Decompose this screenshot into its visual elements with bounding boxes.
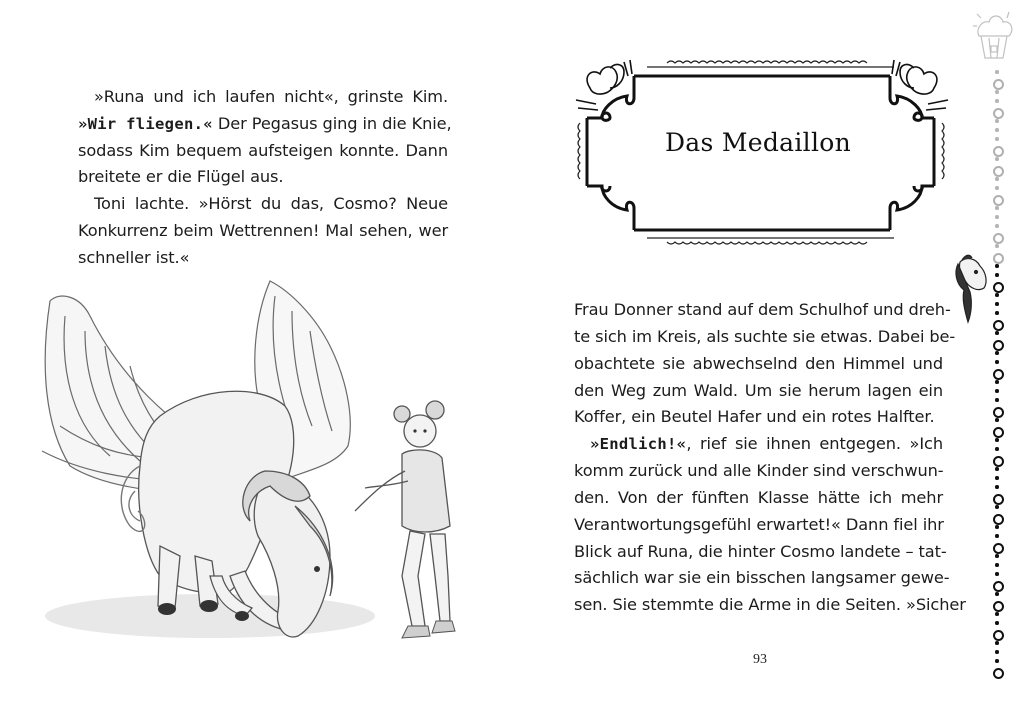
progress-dot	[993, 427, 1004, 438]
text-line: schneller ist.«	[78, 247, 190, 267]
progress-dot	[995, 137, 999, 141]
progress-dot	[995, 186, 999, 190]
progress-dot	[995, 244, 999, 248]
progress-dot	[995, 572, 999, 576]
text-line: den Weg zum Wald. Um sie herum lagen ein	[574, 380, 943, 400]
progress-dot	[993, 166, 1004, 177]
left-page-text	[78, 84, 452, 272]
pony-icon[interactable]	[952, 252, 992, 326]
progress-dot	[995, 505, 999, 509]
progress-dot	[995, 70, 999, 74]
pegasus-illustration	[30, 276, 470, 676]
progress-dot	[993, 407, 1004, 418]
text-line: Konkurrenz beim Wettrennen! Mal sehen, wer	[78, 220, 448, 240]
progress-dot	[995, 224, 999, 228]
progress-dot	[995, 206, 999, 210]
progress-dot	[995, 119, 999, 123]
progress-dot	[995, 389, 999, 393]
emphasis-text: »Endlich!«	[590, 435, 687, 454]
text-line: sen. Sie stemmte die Arme in die Seiten. »Sicher	[574, 595, 966, 615]
emphasis-text: »Wir fliegen.«	[78, 114, 213, 133]
progress-dot	[995, 534, 999, 538]
progress-dot	[995, 157, 999, 161]
progress-dot	[995, 90, 999, 94]
progress-dot	[995, 302, 999, 306]
text-line: obachtete sie abwechselnd den Himmel und	[574, 353, 943, 373]
progress-dot	[993, 494, 1004, 505]
progress-dot	[993, 514, 1004, 525]
progress-dot	[993, 369, 1004, 380]
progress-dot	[995, 293, 999, 297]
progress-dot	[993, 601, 1004, 612]
progress-dot	[995, 612, 999, 616]
progress-dot	[993, 282, 1004, 293]
progress-dot	[995, 311, 999, 315]
progress-dot	[993, 253, 1004, 264]
progress-dot	[995, 659, 999, 663]
chapter-title: Das Medaillon	[664, 128, 852, 157]
progress-dot	[993, 320, 1004, 331]
progress-dot	[993, 146, 1004, 157]
progress-dot	[995, 525, 999, 529]
progress-dot	[993, 456, 1004, 467]
progress-dot	[995, 467, 999, 471]
text-line: den. Von der fünften Klasse hätte ich mehr	[574, 487, 943, 507]
progress-dot	[995, 215, 999, 219]
progress-dot	[995, 331, 999, 335]
progress-dot	[993, 543, 1004, 554]
progress-dot	[995, 563, 999, 567]
progress-dot	[993, 79, 1004, 90]
reading-progress-rail[interactable]	[985, 0, 1020, 721]
text-line	[574, 431, 943, 458]
text-span: Der Pegasus ging in die Knie,	[212, 113, 452, 133]
progress-dot	[995, 485, 999, 489]
progress-dot	[993, 630, 1004, 641]
progress-dot	[993, 233, 1004, 244]
text-line: »Runa und ich laufen nicht«, grinste Kim.	[94, 87, 448, 106]
progress-dot	[995, 99, 999, 103]
progress-dot	[995, 641, 999, 645]
text-line: komm zurück und alle Kinder sind verschwun-	[574, 461, 944, 481]
progress-dot	[995, 273, 999, 277]
progress-dot	[995, 380, 999, 384]
text-line: Koffer, ein Beutel Hafer und ein rotes Halfter.	[574, 407, 935, 427]
text-line: Verantwortungsgefühl erwartet!« Dann fiel ihr	[574, 514, 944, 534]
progress-dot	[995, 447, 999, 451]
text-line: breitete er die Flügel aus.	[78, 167, 284, 187]
text-line: Toni lachte. »Hörst du das, Cosmo? Neue	[94, 194, 448, 214]
text-line: te sich im Kreis, als suchte sie etwas. Dabei be-	[574, 326, 956, 346]
progress-dot	[993, 581, 1004, 592]
progress-dot	[995, 360, 999, 364]
progress-dot	[995, 264, 999, 268]
page-number: 93	[753, 652, 767, 667]
progress-dot	[995, 351, 999, 355]
text-line: sächlich war sie ein bisschen langsamer gewe-	[574, 568, 950, 588]
text-span: , rief sie ihnen entgegen. »Ich	[686, 434, 943, 454]
progress-dot	[995, 438, 999, 442]
text-line: Blick auf Runa, die hinter Cosmo landete – tat-	[574, 541, 947, 561]
progress-dot	[995, 177, 999, 181]
progress-dot	[995, 621, 999, 625]
text-line	[78, 111, 452, 138]
progress-dot	[995, 398, 999, 402]
progress-dot	[993, 195, 1004, 206]
progress-dot	[995, 554, 999, 558]
text-line: Frau Donner stand auf dem Schulhof und dreh-	[574, 300, 951, 319]
progress-dot	[993, 340, 1004, 351]
right-page-text	[574, 297, 966, 619]
progress-dot	[993, 668, 1004, 679]
progress-dot	[995, 128, 999, 132]
progress-dot	[995, 476, 999, 480]
progress-dot	[995, 650, 999, 654]
progress-dot	[993, 108, 1004, 119]
progress-dot	[995, 418, 999, 422]
progress-dot	[995, 592, 999, 596]
text-line: sodass Kim bequem aufsteigen konnte. Dann	[78, 140, 448, 160]
